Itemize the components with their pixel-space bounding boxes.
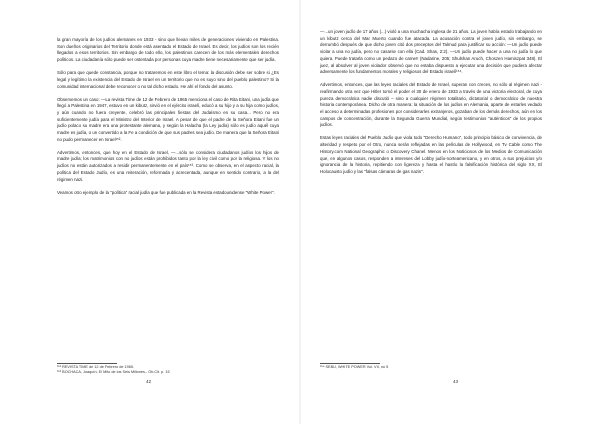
page-number: 43 bbox=[453, 379, 459, 384]
footnotes bbox=[57, 365, 170, 376]
paragraph-quote: Observemos un caso: —La revista Time de 12 de Febrero de 1965 menciona el caso de Rita Eitani, una judía que llegó a Palestina en 1947, estuvo en un kibutz, sirvió en el ejército israelí, educó a su hijo y a su hija como judíos, y aún cuando no fuera creyente, celebró las principales fiestas del Judaísmo en su casa... Pero no era suficientemente judía para el Ministro del Interior de Israel. A pesar de que el padre de la Señora Eitani fue un judío polaco su madre era una protestante alemana, y según la Halacha (la Ley judía) sólo es judío aquél cuya madre es judía, o un convertido a la Fe a condición de que sus padres sea judío. De manera que la Señora Eitani no pudo permanecer en Israel¹⁵². bbox=[57, 96, 279, 142]
paragraph: Veamos otro ejemplo de la "política" racial judía que fue publicada en la Revista estadounidense "White Power". bbox=[57, 189, 275, 195]
page-number: 42 bbox=[146, 379, 152, 384]
footnote: ¹⁵² REVISTA TIME de 12 de Febrero de 1965. bbox=[57, 365, 134, 369]
paragraph: Advertimos, entonces, que las leyes raciales del Estado de Israel, superan con creces, no sólo al régimen nazi - reafirmando otra vez que Hitler tomó el poder el 30 de enero de 1933 a través de una victoria electoral, de cuya pureza democrática nadie discutió – sino a cualquier régimen totalitario, dictatorial o democrático de nuestra historia contemporánea. Dicho de otra manera: la situación de los judíos en Alemania, aparte de estarles vedado el acceso a determinadas profesiones por considerarles extranjeros, gozaban de los demás derechos, aún en los campos de concentración, durante la Segunda Guerra Mundial, según testimonios "auténticos" de los propios judíos. bbox=[320, 82, 542, 128]
paragraph-quote: —...un joven judío de 17 años (...) violó a una muchacha inglesa de 21 años. La joven había estado trabajando en un kibutz cerca del Mar Muerto cuando fue atacada. La acusación contra el joven judío, sin embargo, se derrumbó después de que dicho joven citó dos preceptos del Talmud para justificar su acción: —Un judío puede violar a una no judía, pero no casarse con ella (Cad. Shas, 2:2). —Un judío puede hacer a una no judía lo que quiera. Puede tratarla como un pedazo de carne!! (Nadarine, 205; Shulshan Aruch, Choszen Hamiszpat 348). El juez, al absolver al joven violador observó que no estaba dispuesto a ejecutar una decisión que pudiera afectar adversamente los fundamentos morales y religiosos del Estado israelí¹⁵⁴. bbox=[320, 29, 542, 75]
footnote-separator bbox=[320, 363, 380, 364]
paragraph: la gran mayoría de los judíos alemanes en 1933 - sino que llevan miles de generaciones viviendo en Palestina. Son dueños originarios del Territorio donde está asentado el Estado de Israel. Es decir, los judíos son los recién llegados a esos territorios. Sin embargo de todo ello, los palestinos carecen de los más elementales derechos políticos. La ciudadanía sólo puede ser ostentada por personas cuya madre tiene necesariamente que ser judía. bbox=[57, 37, 279, 63]
footnote: ¹⁵³ BOCHACA, Joaquín, El Mito de los Seis Millones.- Ob.Cit. p. 15 bbox=[57, 370, 170, 375]
footnote-separator bbox=[57, 363, 117, 364]
left-page-body bbox=[57, 37, 279, 203]
right-page bbox=[300, 0, 600, 424]
footnotes bbox=[320, 365, 388, 370]
paragraph: Sólo para que quede constancia, porque no trataremos en este libro el tema: la discusión debe ser sobre si ¿Es legal y legítimo la existencia del Estado de Israel en un territorio que no es suyo sino del pueblo palestino? Si la comunidad internacional debe reconocer o no tal dicho estado. He ahí el fondo del asunto. bbox=[57, 70, 279, 89]
footnote: ¹⁵⁴ SEBU, WHITE POWER Vol. VII, no 5 bbox=[320, 365, 389, 369]
paragraph: Advertimos, entonces, que hoy en el Estado de Israel, —...sólo se considera ciudadanos judíos los hijos de madre judía; los matrimonios con no judíos están prohibidos tanto por la ley civil como por la religiosa. Y los no judíos no están autorizados a residir permanentemente en el país¹⁵³. Como se observa, en el aspecto racial, la política del Estado Judío, es una reiteración, reformada y acrecentada, aunque en sentido contrario, a la del régimen nazi. bbox=[57, 149, 279, 182]
right-page-body bbox=[320, 29, 542, 182]
paragraph: Estas leyes raciales del Pueblo Judío que viola todo "Derecho Humano", todo principio básico de convivencia, de alteridad y respeto por el Otro, nunca serán reflejadas en las películas de Hollywood, en Tv Cable como The History.com National Geographic o Discovery Chanel. Menos en los Noticiosos de los Medios de Comunicación que, en algunos casos, responden a intereses del Lobby judío-norteamericano, y en otros, a sus prejuicios y/o ignorancia de la historia, repitiendo con ligereza y hasta el hastío la falsificación histórica del siglo XX, El Holocausto judío y las "falsas cámaras de gas nazis". bbox=[320, 135, 542, 174]
